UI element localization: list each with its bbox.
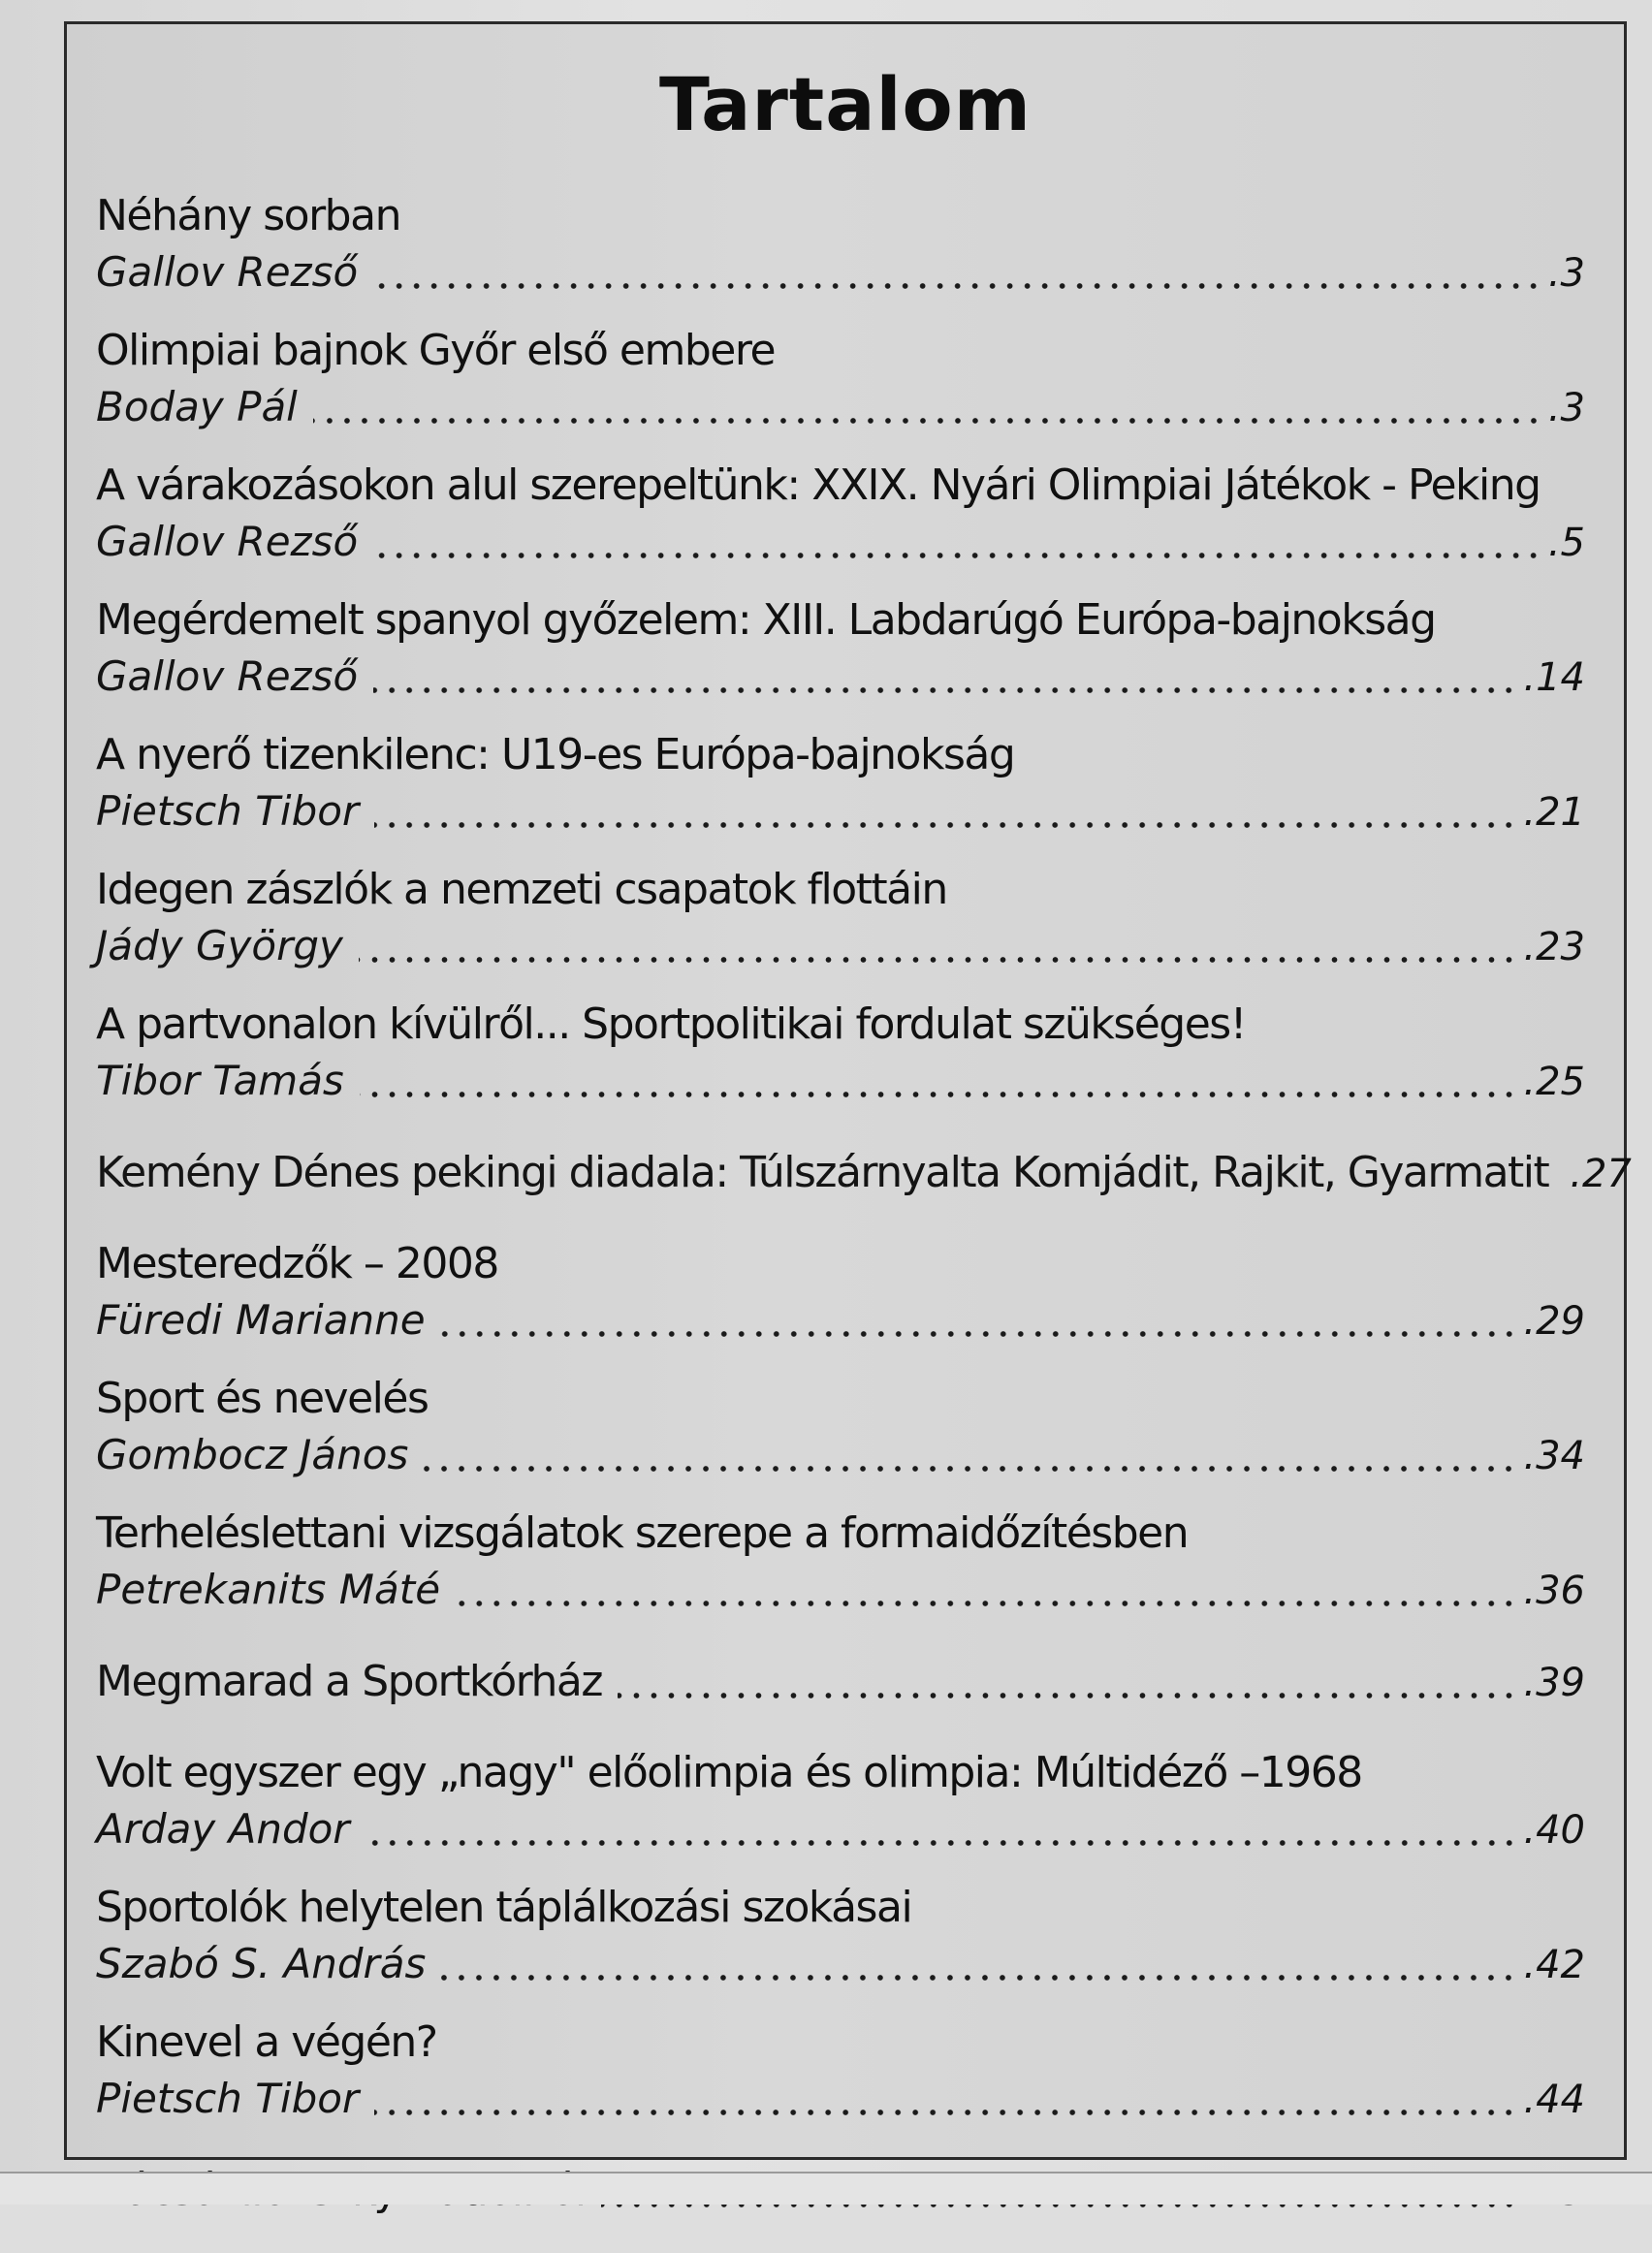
- entry-line: [96, 784, 1585, 839]
- entry-line: [96, 1937, 1585, 1991]
- entry-line: [96, 1146, 1632, 1200]
- page-number: .21: [1523, 790, 1585, 835]
- entry-title: Mesteredzők – 2008: [96, 1239, 498, 1288]
- entry-line: [96, 1655, 1585, 1709]
- page-number: .23: [1523, 925, 1585, 969]
- entry-line: [96, 1054, 1585, 1108]
- page-number: .3: [1547, 386, 1585, 430]
- dot-leader: [373, 281, 1542, 291]
- dot-leader: [373, 685, 1517, 695]
- dot-leader: [441, 1973, 1517, 1983]
- entry-title: Kemény Dénes pekingi diadala: Túlszárnyalta Komjádit, Rajkit, Gyarmatit: [96, 1148, 1549, 1197]
- page-number: .3: [1547, 251, 1585, 296]
- page-number: .29: [1523, 1299, 1585, 1344]
- page-number: .5: [1547, 521, 1585, 565]
- page-number: .25: [1523, 1060, 1585, 1104]
- entry-title: Olimpiai bajnok Győr első embere: [96, 326, 776, 375]
- entry-line: [96, 245, 1585, 300]
- dot-leader: [313, 416, 1542, 426]
- dot-leader: [359, 955, 1518, 965]
- entry-title: A partvonalon kívülről... Sportpolitikai fordulat szükséges!: [96, 1000, 1246, 1049]
- entry-title: Néhány sorban: [96, 191, 400, 240]
- entry-author: Arday Andor: [96, 1805, 350, 1853]
- entry-author: Jády György: [96, 922, 343, 969]
- entry-author: Petrekanits Máté: [96, 1566, 441, 1613]
- dot-leader: [374, 820, 1517, 830]
- entry-author: Pietsch Tibor: [96, 787, 360, 835]
- entry-author: Szabó S. András: [96, 1940, 427, 1987]
- entry-title: Megérdemelt spanyol győzelem: XIII. Labdarúgó Európa-bajnokság: [96, 595, 1436, 645]
- toc-entry: [96, 996, 1585, 1130]
- entry-title: A várakozásokon alul szerepeltünk: XXIX. Nyári Olimpiai Játékok - Peking: [96, 460, 1541, 510]
- entry-author: Gallov Rezső: [96, 652, 359, 700]
- page-number: .40: [1523, 1808, 1585, 1853]
- toc-entry: [96, 1505, 1585, 1639]
- toc-entry: [96, 1744, 1585, 1879]
- dot-leader: [456, 1599, 1517, 1608]
- table-of-contents: [64, 21, 1632, 2160]
- page-number: .27: [1570, 1152, 1632, 1196]
- page-number: .39: [1523, 1661, 1585, 1705]
- dot-leader: [618, 1691, 1517, 1700]
- page-title: Tartalom: [659, 61, 1032, 147]
- dot-leader: [373, 551, 1542, 560]
- entry-title: Terheléslettani vizsgálatok szerepe a formaidőzítésben: [96, 1508, 1189, 1558]
- entry-line: [96, 1293, 1585, 1348]
- page-number: .14: [1523, 655, 1585, 700]
- toc-entry: [96, 1639, 1585, 1744]
- toc-entry: [96, 1370, 1585, 1505]
- toc-entry: [96, 726, 1585, 861]
- entry-author: Gallov Rezső: [96, 248, 359, 296]
- page-bottom-edge: [0, 2172, 1652, 2205]
- page-number: .36: [1523, 1569, 1585, 1613]
- dot-leader: [441, 1329, 1518, 1339]
- entry-author: Füredi Marianne: [96, 1296, 426, 1344]
- entry-title: Sportolók helytelen táplálkozási szokásai: [96, 1883, 912, 1932]
- dot-leader: [424, 1464, 1517, 1474]
- entry-author: Boday Pál: [96, 383, 298, 430]
- entry-title: Volt egyszer egy „nagy" előolimpia és olimpia: Múltidéző –1968: [96, 1748, 1362, 1797]
- entry-line: [96, 1802, 1585, 1856]
- entry-line: [96, 919, 1585, 973]
- entry-line: [96, 1428, 1585, 1482]
- entry-author: Tibor Tamás: [96, 1057, 344, 1104]
- page-number: .44: [1523, 2078, 1585, 2122]
- dot-leader: [374, 2108, 1517, 2117]
- entry-line: [96, 1563, 1585, 1617]
- toc-entry: [96, 187, 1585, 322]
- toc-entry: [96, 1130, 1632, 1235]
- entry-line: [96, 515, 1585, 569]
- entry-line: [96, 2072, 1585, 2126]
- entry-title: Kinevel a végén?: [96, 2017, 437, 2067]
- toc-entry: [96, 1235, 1585, 1370]
- page-number: .42: [1523, 1943, 1585, 1987]
- entry-author: Pietsch Tibor: [96, 2075, 360, 2122]
- entry-author: Gallov Rezső: [96, 518, 359, 565]
- entry-line: [96, 380, 1585, 434]
- dot-leader: [360, 1090, 1518, 1099]
- toc-entry: [96, 861, 1585, 996]
- toc-entry: [96, 591, 1585, 726]
- toc-entry: [96, 322, 1585, 457]
- entry-title: A nyerő tizenkilenc: U19-es Európa-bajnokság: [96, 730, 1015, 779]
- entry-title: Sport és nevelés: [96, 1374, 429, 1423]
- entry-author: Gombocz János: [96, 1431, 409, 1478]
- toc-entry: [96, 457, 1585, 591]
- toc-entries: [96, 187, 1632, 2253]
- entry-title: Idegen zászlók a nemzeti csapatok flottáin: [96, 865, 947, 914]
- dot-leader: [365, 1838, 1518, 1848]
- toc-entry: [96, 2014, 1585, 2148]
- entry-title: Megmarad a Sportkórház: [96, 1657, 602, 1706]
- toc-entry: [96, 1879, 1585, 2014]
- entry-line: [96, 650, 1585, 704]
- page-number: .34: [1523, 1434, 1585, 1478]
